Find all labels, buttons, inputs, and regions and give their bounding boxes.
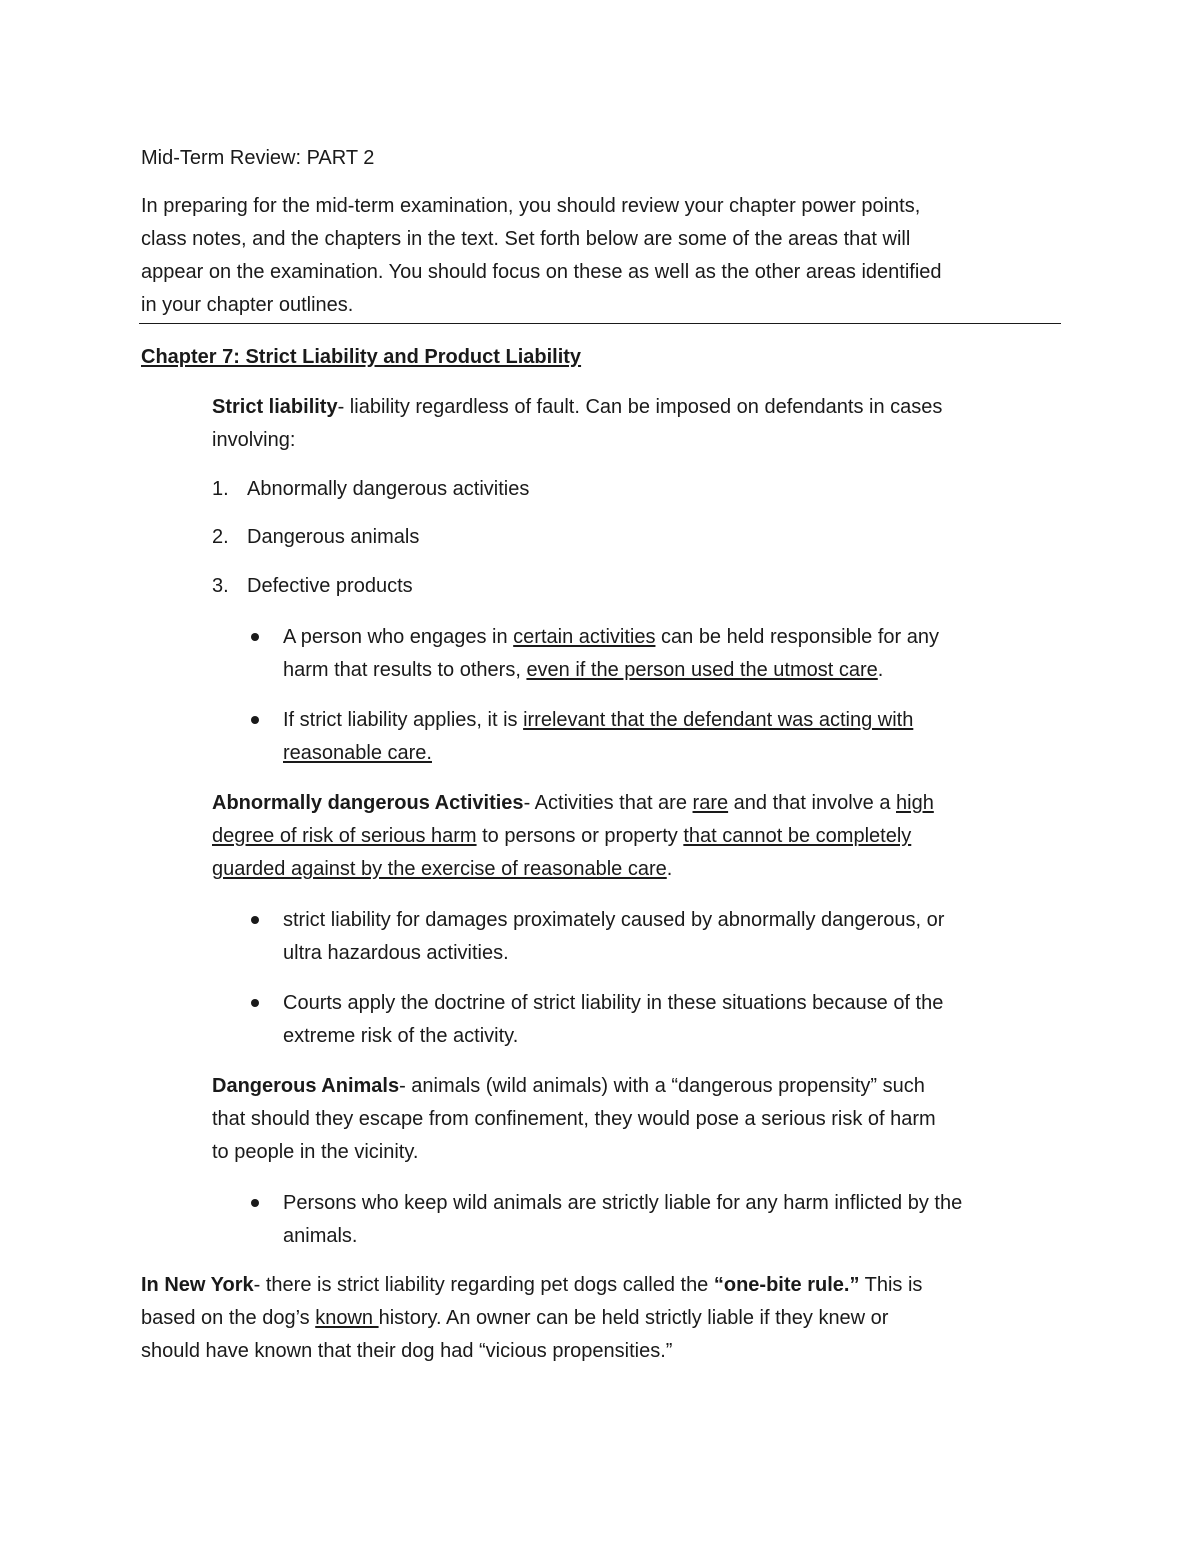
dangerous-animals-definition-cont: to people in the vicinity.	[212, 1141, 419, 1163]
dangerous-animals-definition-cont: that should they escape from confinement, they would pose a serious risk of harm	[212, 1108, 936, 1130]
abnormal-activities-definition-cont: degree of risk of serious harm to persons or property that cannot be completely	[212, 825, 912, 847]
bullet-text-cont: reasonable care.	[283, 742, 432, 764]
strict-liability-definition-cont: involving:	[212, 429, 296, 451]
list-item-text: Defective products	[247, 575, 413, 597]
abnormal-activities-definition-cont: guarded against by the exercise of reasonable care.	[212, 858, 673, 880]
bullet-icon	[251, 1199, 259, 1207]
page-title: Mid-Term Review: PART 2	[141, 147, 375, 169]
intro-line-3: appear on the examination. You should focus on these as well as the other areas identified	[141, 261, 942, 283]
bullet-icon	[251, 633, 259, 641]
bullet-text-cont: extreme risk of the activity.	[283, 1025, 519, 1047]
strict-liability-definition: Strict liability- liability regardless of fault. Can be imposed on defendants in cases	[212, 396, 943, 418]
dangerous-animals-definition: Dangerous Animals- animals (wild animals) with a “dangerous propensity” such	[212, 1075, 925, 1097]
horizontal-divider	[139, 323, 1061, 324]
dangerous-animals-term: Dangerous Animals	[212, 1075, 400, 1097]
list-item-text: Abnormally dangerous activities	[247, 478, 530, 500]
list-number: 2.	[212, 526, 229, 548]
bullet-text: A person who engages in certain activities can be held responsible for any	[283, 626, 939, 648]
list-number: 1.	[212, 478, 229, 500]
new-york-rule: In New York- there is strict liability regarding pet dogs called the “one-bite rule.” This is	[141, 1274, 923, 1296]
bullet-icon	[251, 999, 259, 1007]
new-york-rule-cont: based on the dog’s known history. An owner can be held strictly liable if they knew or	[141, 1307, 889, 1329]
bullet-icon	[251, 916, 259, 924]
bullet-text: Persons who keep wild animals are strictly liable for any harm inflicted by the	[283, 1192, 963, 1214]
one-bite-rule: “one-bite rule.”	[713, 1274, 860, 1296]
bullet-text: If strict liability applies, it is irrelevant that the defendant was acting with	[283, 709, 914, 731]
list-item-text: Dangerous animals	[247, 526, 420, 548]
bullet-text-cont: animals.	[283, 1225, 358, 1247]
intro-line-4: in your chapter outlines.	[141, 294, 354, 316]
intro-line-2: class notes, and the chapters in the text. Set forth below are some of the areas that will	[141, 228, 911, 250]
abnormal-activities-definition: Abnormally dangerous Activities- Activities that are rare and that involve a high	[212, 792, 934, 814]
new-york-term: In New York	[141, 1274, 254, 1296]
list-number: 3.	[212, 575, 229, 597]
bullet-text: Courts apply the doctrine of strict liability in these situations because of the	[283, 992, 944, 1014]
chapter-heading: Chapter 7: Strict Liability and Product Liability	[141, 346, 582, 368]
intro-line-1: In preparing for the mid-term examination, you should review your chapter power points,	[141, 195, 921, 217]
abnormal-activities-term: Abnormally dangerous Activities	[212, 792, 524, 814]
bullet-icon	[251, 716, 259, 724]
new-york-rule-cont: should have known that their dog had “vicious propensities.”	[141, 1340, 673, 1362]
bullet-text: strict liability for damages proximately caused by abnormally dangerous, or	[283, 909, 945, 931]
bullet-text-cont: harm that results to others, even if the person used the utmost care.	[283, 659, 884, 681]
strict-liability-term: Strict liability	[212, 396, 338, 418]
bullet-text-cont: ultra hazardous activities.	[283, 942, 509, 964]
